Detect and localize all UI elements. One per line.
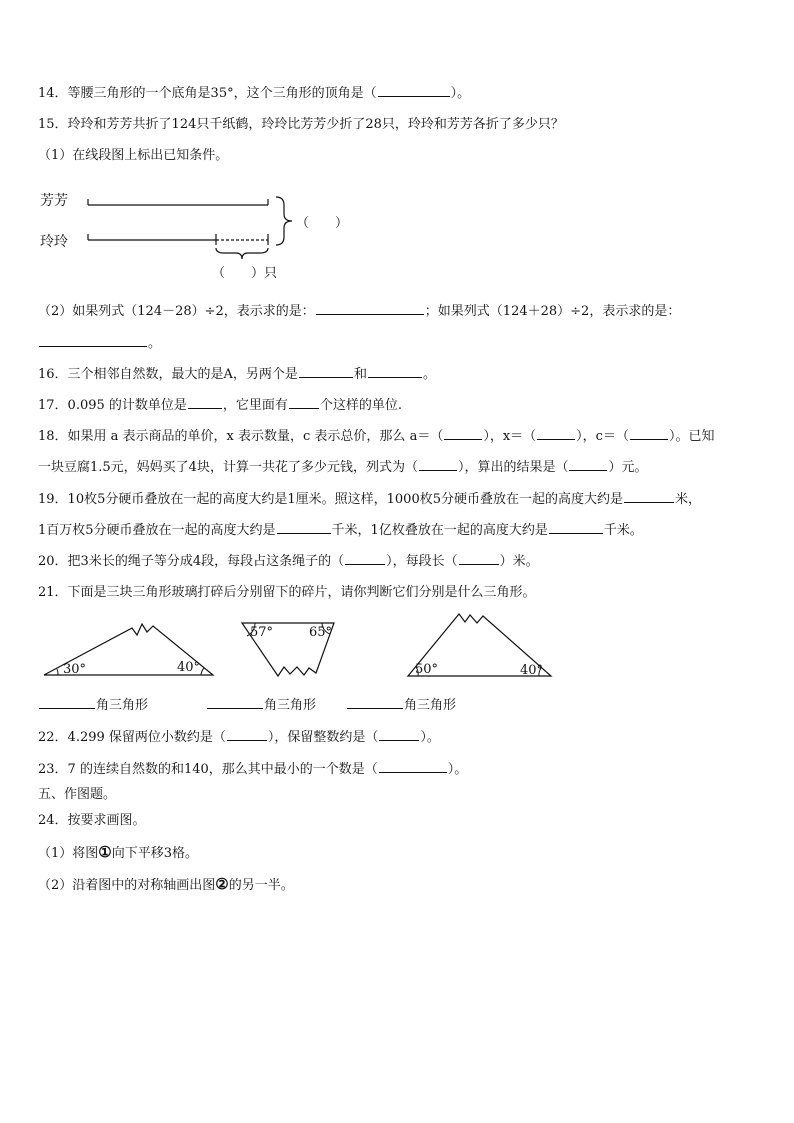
- q22-tail: ）。: [420, 730, 440, 745]
- q17-blank1[interactable]: [188, 396, 222, 409]
- q18-blank-x[interactable]: [537, 427, 575, 440]
- q21-text: 21．下面是三块三角形玻璃打碎后分别留下的碎片，请你判断它们分别是什么三角形。: [38, 585, 536, 600]
- q24-part2-b: 的另一半。: [228, 878, 294, 893]
- q19-l1-b: 米，: [674, 492, 701, 507]
- q18-l1-b: ），x＝（: [483, 429, 537, 444]
- q14-text: 14．等腰三角形的一个底角是35°，这个三角形的顶角是（: [38, 86, 377, 101]
- q24-text: 24．按要求画图。: [38, 813, 146, 828]
- q14-tail: ）。: [450, 86, 471, 101]
- q24-part1-b: 向下平移3格。: [111, 846, 199, 861]
- q18-blank-a[interactable]: [444, 427, 482, 440]
- q15-part2-end: 。: [148, 336, 162, 351]
- q16-mid: 和: [353, 367, 367, 382]
- q21-blank2[interactable]: [207, 696, 263, 709]
- q15-part1: [38, 147, 228, 165]
- question-14: [38, 84, 470, 103]
- q22-mid: ），保留整数约是（: [267, 730, 379, 745]
- tri1-angle-b: 40°: [177, 660, 201, 675]
- q18-l1-a: 18．如果用 a 表示商品的单价，x 表示数量，c 表示总价，那么 a＝（: [38, 429, 444, 444]
- q17-mid: ，它里面有: [222, 398, 288, 413]
- q15-part2-blank2[interactable]: [39, 334, 147, 347]
- q17-text: 17．0.095 的计数单位是: [38, 398, 187, 413]
- question-18-line1: [38, 427, 714, 446]
- question-23: [38, 760, 467, 779]
- q19-l2-b: 千米，1亿枚叠放在一起的高度大约是: [331, 523, 548, 538]
- q18-l2-c: ）元。: [608, 460, 648, 475]
- bottom-brace: [216, 248, 268, 259]
- q15-part1-text: （1）在线段图上标出已知条件。: [38, 148, 229, 163]
- q18-blank-result[interactable]: [569, 458, 607, 471]
- question-20: [38, 552, 539, 571]
- q14-blank[interactable]: [378, 84, 450, 97]
- q24-part2: [38, 875, 294, 895]
- tri3-angle-a: 50°: [415, 662, 439, 677]
- q18-l1-c: ），c＝（: [576, 429, 629, 444]
- tri3-angle-b: 40°: [520, 663, 544, 678]
- question-22: [38, 728, 440, 747]
- q21-answer2: [206, 696, 316, 715]
- q16-text: 16．三个相邻自然数，最大的是A，另两个是: [38, 367, 298, 382]
- tri2-angle-b: 65°: [309, 625, 333, 640]
- q18-blank-expr[interactable]: [419, 458, 457, 471]
- question-18-line2: [38, 458, 647, 477]
- q20-tail: ）米。: [499, 554, 539, 569]
- q16-tail: 。: [422, 367, 436, 382]
- q24-part1-a: （1）将图: [38, 846, 99, 861]
- q20-blank1[interactable]: [345, 552, 385, 565]
- q23-blank[interactable]: [379, 760, 447, 773]
- q22-blank2[interactable]: [379, 728, 419, 741]
- question-21: [38, 584, 536, 602]
- q15-part2: [38, 302, 680, 321]
- q23-tail: ）。: [447, 762, 468, 777]
- q19-blank3[interactable]: [549, 521, 603, 534]
- question-17: [38, 396, 402, 415]
- tri2-angle-a: 57°: [250, 625, 274, 640]
- q21-suffix3: 角三角形: [404, 698, 457, 713]
- q19-l1-a: 19．10枚5分硬币叠放在一起的高度大约是1厘米。照这样，1000枚5分硬币叠放在一起的高度大约是: [38, 492, 623, 507]
- tri1-angle-a: 30°: [63, 662, 87, 677]
- q21-blank1[interactable]: [39, 696, 95, 709]
- q24-part2-num: ②: [215, 875, 229, 893]
- brace-right-paren[interactable]: （ ）: [296, 216, 349, 231]
- q15-part2-blank1[interactable]: [316, 302, 424, 315]
- q21-suffix1: 角三角形: [96, 698, 149, 713]
- q18-l2-b: ），算出的结果是（: [457, 460, 569, 475]
- q21-answer3: [346, 696, 456, 715]
- q18-l2-a: 一块豆腐1.5元，妈妈买了4块，计算一共花了多少元钱，列式为（: [38, 460, 418, 475]
- q16-blank2[interactable]: [368, 365, 422, 378]
- q19-blank2[interactable]: [277, 521, 331, 534]
- q15-part2-a: （2）如果列式（124－28）÷2，表示求的是：: [38, 304, 315, 319]
- question-19-line1: [38, 490, 701, 509]
- question-15: [38, 116, 564, 134]
- q19-blank1[interactable]: [624, 490, 674, 503]
- q15-part2-b: ；如果列式（124＋28）÷2，表示求的是：: [424, 304, 681, 319]
- q17-blank2[interactable]: [289, 396, 319, 409]
- q20-text: 20．把3米长的绳子等分成4段，每段占这条绳子的（: [38, 554, 345, 569]
- question-19-line2: [38, 521, 643, 540]
- q22-text: 22．4.299 保留两位小数约是（: [38, 730, 226, 745]
- section-5-heading: 五、作图题。: [38, 787, 117, 802]
- q19-l2-a: 1百万枚5分硬币叠放在一起的高度大约是: [38, 523, 276, 538]
- q24-part2-a: （2）沿着图中的对称轴画出图: [38, 878, 216, 893]
- q15-text: 15．玲玲和芳芳共折了124只千纸鹤，玲玲比芳芳少折了28只，玲玲和芳芳各折了多少只？: [38, 117, 564, 132]
- q18-l1-d: ）。已知: [668, 429, 715, 444]
- q15-part2-cont: [38, 334, 161, 353]
- brace-bottom-paren[interactable]: （ ）只: [212, 266, 278, 281]
- question-16: [38, 365, 436, 384]
- right-brace: [276, 197, 292, 245]
- q21-blank3[interactable]: [347, 696, 403, 709]
- q21-answers: [38, 696, 148, 715]
- q17-tail: 个这样的单位.: [319, 398, 403, 413]
- q18-blank-c[interactable]: [630, 427, 668, 440]
- q24-part1-num: ①: [98, 843, 112, 861]
- label-fangfang: 芳芳: [40, 193, 68, 209]
- q20-mid: ），每段长（: [386, 554, 458, 569]
- question-24: [38, 812, 146, 830]
- q19-l2-c: 千米。: [603, 523, 643, 538]
- q22-blank1[interactable]: [227, 728, 267, 741]
- q23-text: 23．7 的连续自然数的和140，那么其中最小的一个数是（: [38, 762, 378, 777]
- q21-suffix2: 角三角形: [264, 698, 317, 713]
- q16-blank1[interactable]: [299, 365, 353, 378]
- q24-part1: [38, 843, 198, 863]
- q20-blank2[interactable]: [459, 552, 499, 565]
- label-lingling: 玲玲: [40, 234, 68, 250]
